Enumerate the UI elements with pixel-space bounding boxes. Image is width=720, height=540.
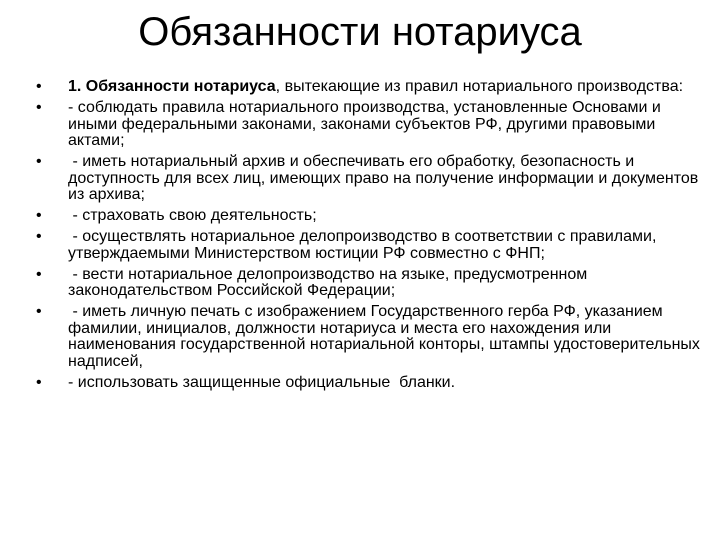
list-item bbox=[36, 79, 700, 96]
bullet-text: - вести нотариальное делопроизводство на языке, предусмотренном законодательством Российской Федерации; bbox=[68, 265, 592, 299]
bullet-icon: • bbox=[36, 153, 42, 170]
bullet-text: - использовать защищенные официальные бланки. bbox=[68, 373, 456, 391]
bullet-icon: • bbox=[36, 265, 42, 283]
bullet-text-rest: , вытекающие из правил нотариального производства: bbox=[275, 78, 684, 95]
bullet-text: - страховать свою деятельность; bbox=[68, 207, 317, 224]
bullet-icon: • bbox=[36, 373, 42, 391]
bullet-list bbox=[36, 78, 705, 396]
list-item bbox=[36, 208, 700, 225]
slide-title: Обязанности нотариуса bbox=[138, 10, 582, 54]
bullet-icon: • bbox=[36, 303, 42, 320]
list-item bbox=[36, 229, 700, 262]
list-item bbox=[36, 375, 700, 392]
bullet-icon: • bbox=[36, 207, 42, 224]
list-item bbox=[36, 100, 700, 150]
bullet-icon: • bbox=[36, 78, 42, 95]
bullet-text: - иметь личную печать с изображением Государственного герба РФ, указанием фамилии, инициалов, должности нотариуса и места его нахождения или наименования государственной нотариальной конторы, штампы удостоверительных надписей, bbox=[68, 303, 705, 370]
bullet-text: - осуществлять нотариальное делопроизводство в соответствии с правилами, утверждаемыми Министерством юстиции РФ совместно с ФНП; bbox=[68, 228, 661, 262]
list-item bbox=[36, 153, 703, 204]
bullet-icon: • bbox=[36, 228, 42, 245]
bullet-text bbox=[68, 79, 700, 96]
bullet-text: - иметь нотариальный архив и обеспечивать его обработку, безопасность и доступность для всех лиц, имеющих право на получение информации и документов из архива; bbox=[68, 153, 703, 203]
list-item bbox=[36, 267, 700, 300]
bullet-text-bold: 1. Обязанности нотариуса bbox=[68, 78, 276, 95]
bullet-text: - соблюдать правила нотариального производства, установленные Основами и иными федеральными законами, законами субъектов РФ, другими правовыми актами; bbox=[68, 99, 666, 149]
list-item bbox=[36, 303, 705, 370]
bullet-icon: • bbox=[36, 99, 42, 116]
